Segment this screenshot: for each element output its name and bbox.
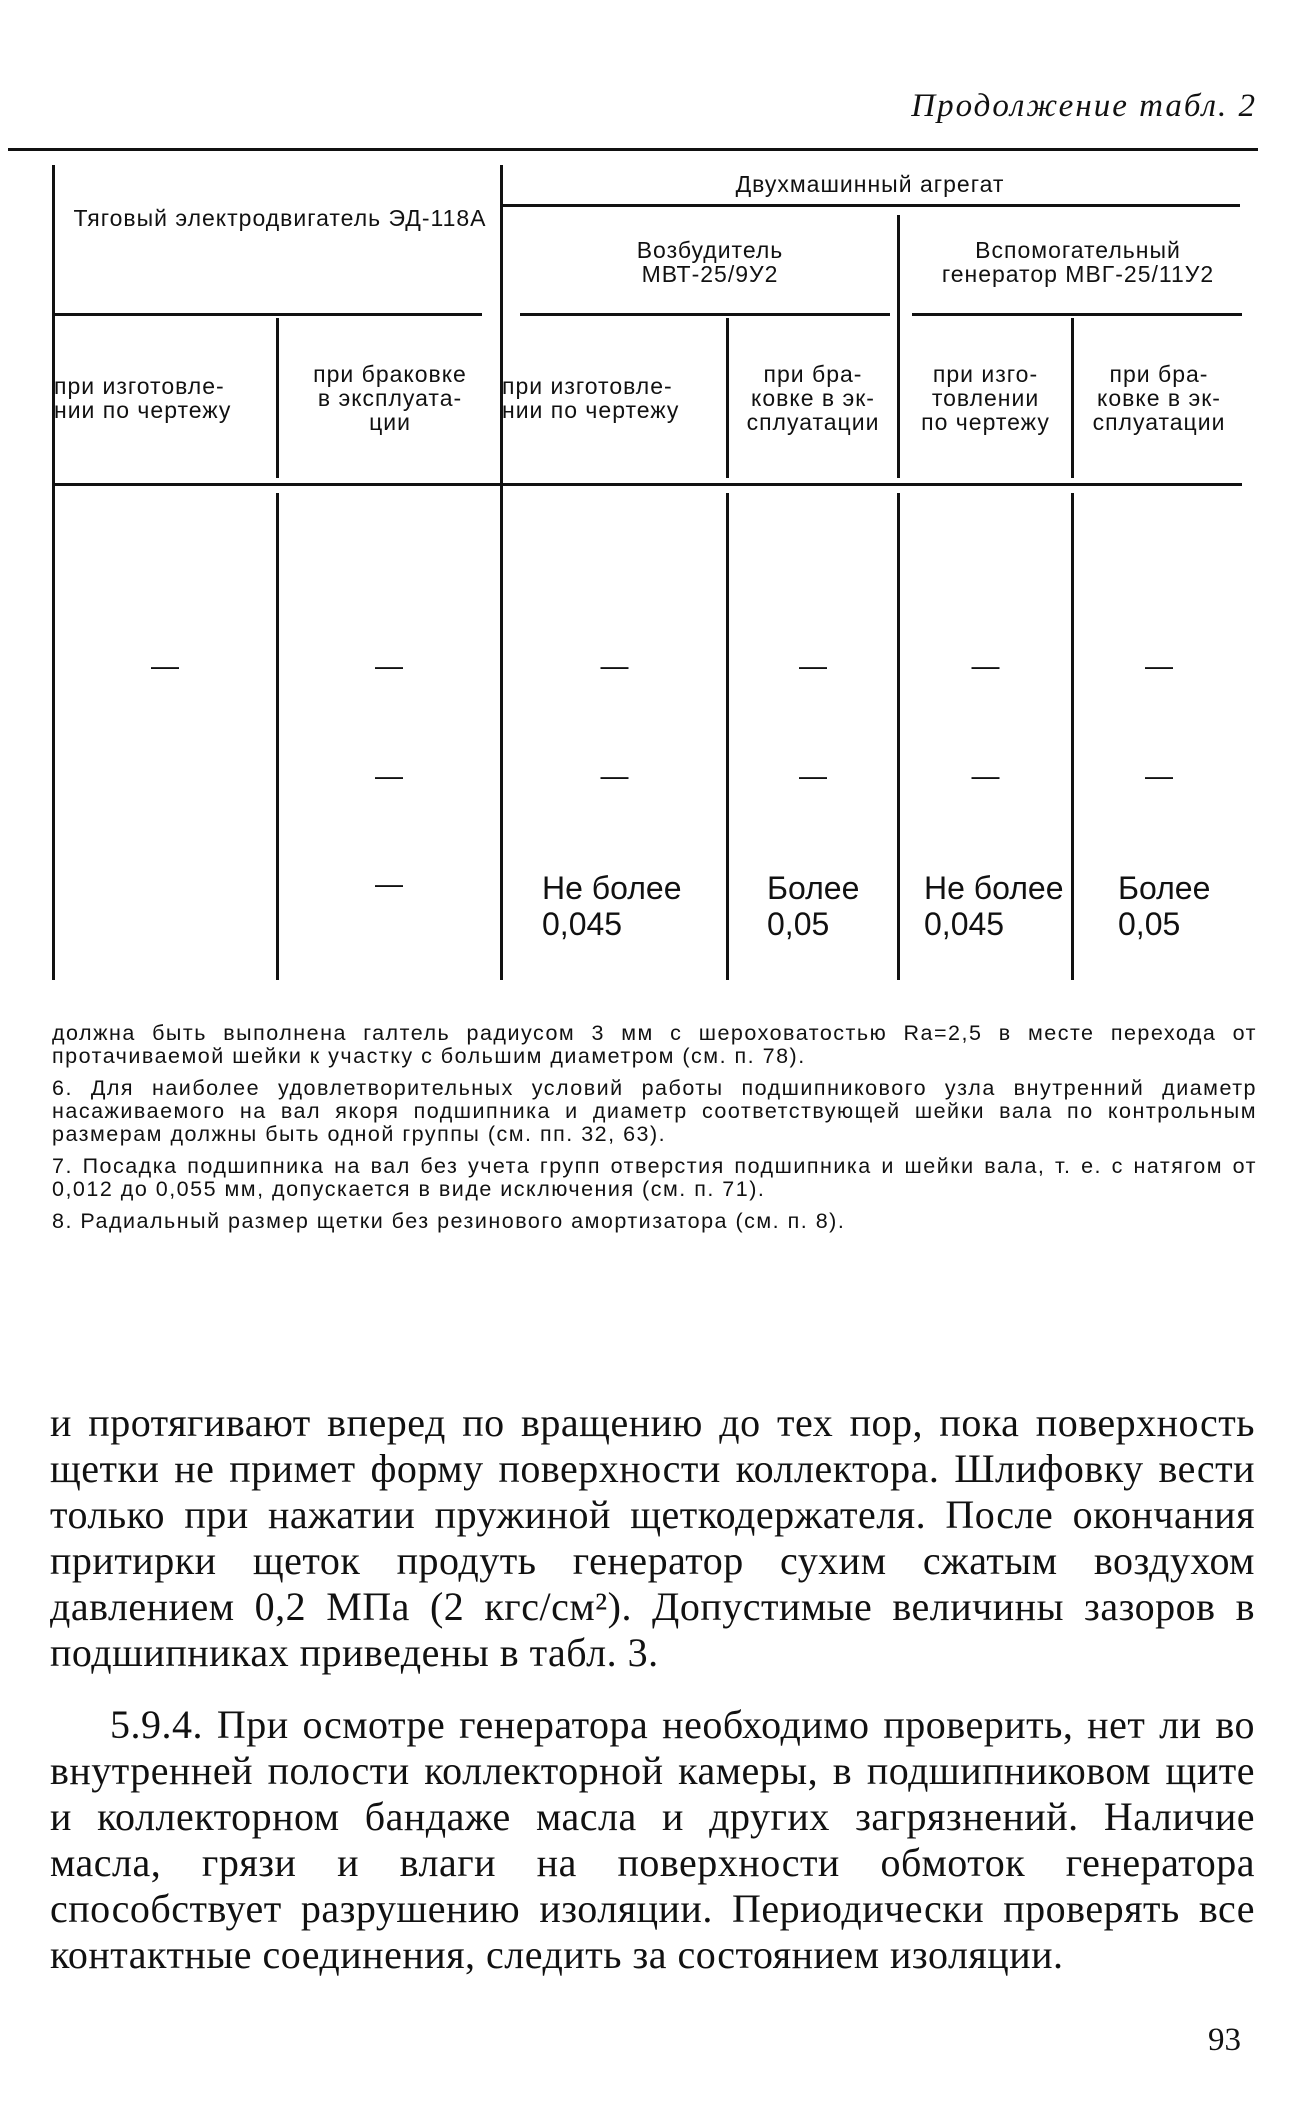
value-cell-aux-reject: Более 0,05 bbox=[1118, 870, 1211, 942]
table-divider-5-body bbox=[1071, 493, 1074, 980]
note-7: 7. Посадка подшипника на вал без учета групп отверстия подшипника и шейки вала, т. е. с натягом от 0,012 до 0,055 мм, допускается в виде исключения (см. п. 71). bbox=[52, 1154, 1257, 1201]
col-header-4: при бра- ковке в эк- сплуатации bbox=[746, 361, 880, 435]
continuation-label: Продолжение табл. 2 bbox=[911, 88, 1257, 124]
dash-cell: — bbox=[375, 760, 403, 791]
col-header-1: при изготовле- нии по чертежу bbox=[54, 373, 232, 423]
header-aux-generator: Вспомогательный генератор МВГ-25/11У2 bbox=[941, 237, 1215, 287]
header-rule-aux bbox=[912, 313, 1242, 316]
dash-cell: — bbox=[971, 650, 1000, 681]
dash-cell: — bbox=[1145, 760, 1173, 791]
note-8: 8. Радиальный размер щетки без резинового амортизатора (см. п. 8). bbox=[52, 1209, 846, 1233]
body-text bbox=[50, 1400, 1255, 1978]
note-6: 6. Для наиболее удовлетворительных условий работы подшипникового узла внутренний диаметр насаживаемого на вал якоря подшипника и диаметр соответствующей шейки вала по контрольным размерам должны быть одной группы (см. пп. 32, 63). bbox=[52, 1076, 1257, 1146]
dash-cell: — bbox=[600, 760, 629, 791]
header-rule-aggregate bbox=[500, 204, 1240, 207]
dash-cell: — bbox=[1145, 650, 1173, 681]
value-cell-exciter-manufacture: Не более 0,045 bbox=[542, 870, 682, 942]
table-notes bbox=[52, 1022, 1257, 1242]
dash-cell: — bbox=[375, 650, 403, 681]
table-divider-1 bbox=[276, 318, 279, 478]
paragraph: и протягивают вперед по вращению до тех пор, пока поверхность щетки не примет форму поверхности коллектора. Шлифовку вести только при нажатии пружиной щеткодержателя. После окончания притирки щеток продуть генератор сухим сжатым воздухом давлением 0,2 МПа (2 кгс/см²). Допустимые величины зазоров в подшипниках приведены в табл. 3. bbox=[50, 1400, 1255, 1675]
table-border-left bbox=[52, 165, 55, 980]
paragraph: 5.9.4. При осмотре генератора необходимо проверить, нет ли во внутренней полости коллекторной камеры, в подшипниковом щите и коллекторном бандаже масла и других загрязнений. Наличие масла, грязи и влаги на поверхности обмоток генератора способствует разрушению изоляции. Периодически проверять все контактные соединения, следить за состоянием изоляции. bbox=[50, 1702, 1255, 1977]
col-header-5: при изго- товлении по чертежу bbox=[921, 361, 1050, 435]
table-divider-3-body bbox=[726, 493, 729, 980]
header-bottom-rule bbox=[52, 483, 1242, 486]
dash-cell: — bbox=[151, 650, 179, 681]
top-rule bbox=[8, 148, 1258, 151]
table-divider-4 bbox=[897, 215, 900, 478]
col-header-2: при браковке в эксплуата- ции bbox=[313, 361, 467, 435]
table-divider-4-body bbox=[897, 493, 900, 980]
note-5: должна быть выполнена галтель радиусом 3 мм с шероховатостью Ra=2,5 в месте перехода от протачиваемой шейки к участку с большим диаметром (см. п. 78). bbox=[52, 1021, 1257, 1068]
dash-cell: — bbox=[375, 868, 403, 899]
table-divider-1-body bbox=[276, 493, 279, 980]
table-divider-2 bbox=[500, 165, 503, 980]
dash-cell: — bbox=[971, 760, 1000, 791]
dash-cell: — bbox=[799, 650, 827, 681]
dash-cell: — bbox=[600, 650, 629, 681]
header-motor-group: Тяговый электродвигатель ЭД-118А bbox=[73, 205, 487, 231]
value-cell-exciter-reject: Более 0,05 bbox=[767, 870, 860, 942]
col-header-6: при бра- ковке в эк- сплуатации bbox=[1092, 361, 1226, 435]
header-rule-exciter bbox=[520, 313, 890, 316]
value-cell-aux-manufacture: Не более 0,045 bbox=[924, 870, 1064, 942]
header-exciter: Возбудитель МВТ-25/9У2 bbox=[636, 237, 784, 287]
dash-cell: — bbox=[799, 760, 827, 791]
col-header-3: при изготовле- нии по чертежу bbox=[502, 373, 680, 423]
page-number: 93 bbox=[1208, 2022, 1241, 2058]
header-rule-motor bbox=[52, 313, 482, 316]
header-aggregate-group: Двухмашинный агрегат bbox=[735, 171, 1005, 197]
